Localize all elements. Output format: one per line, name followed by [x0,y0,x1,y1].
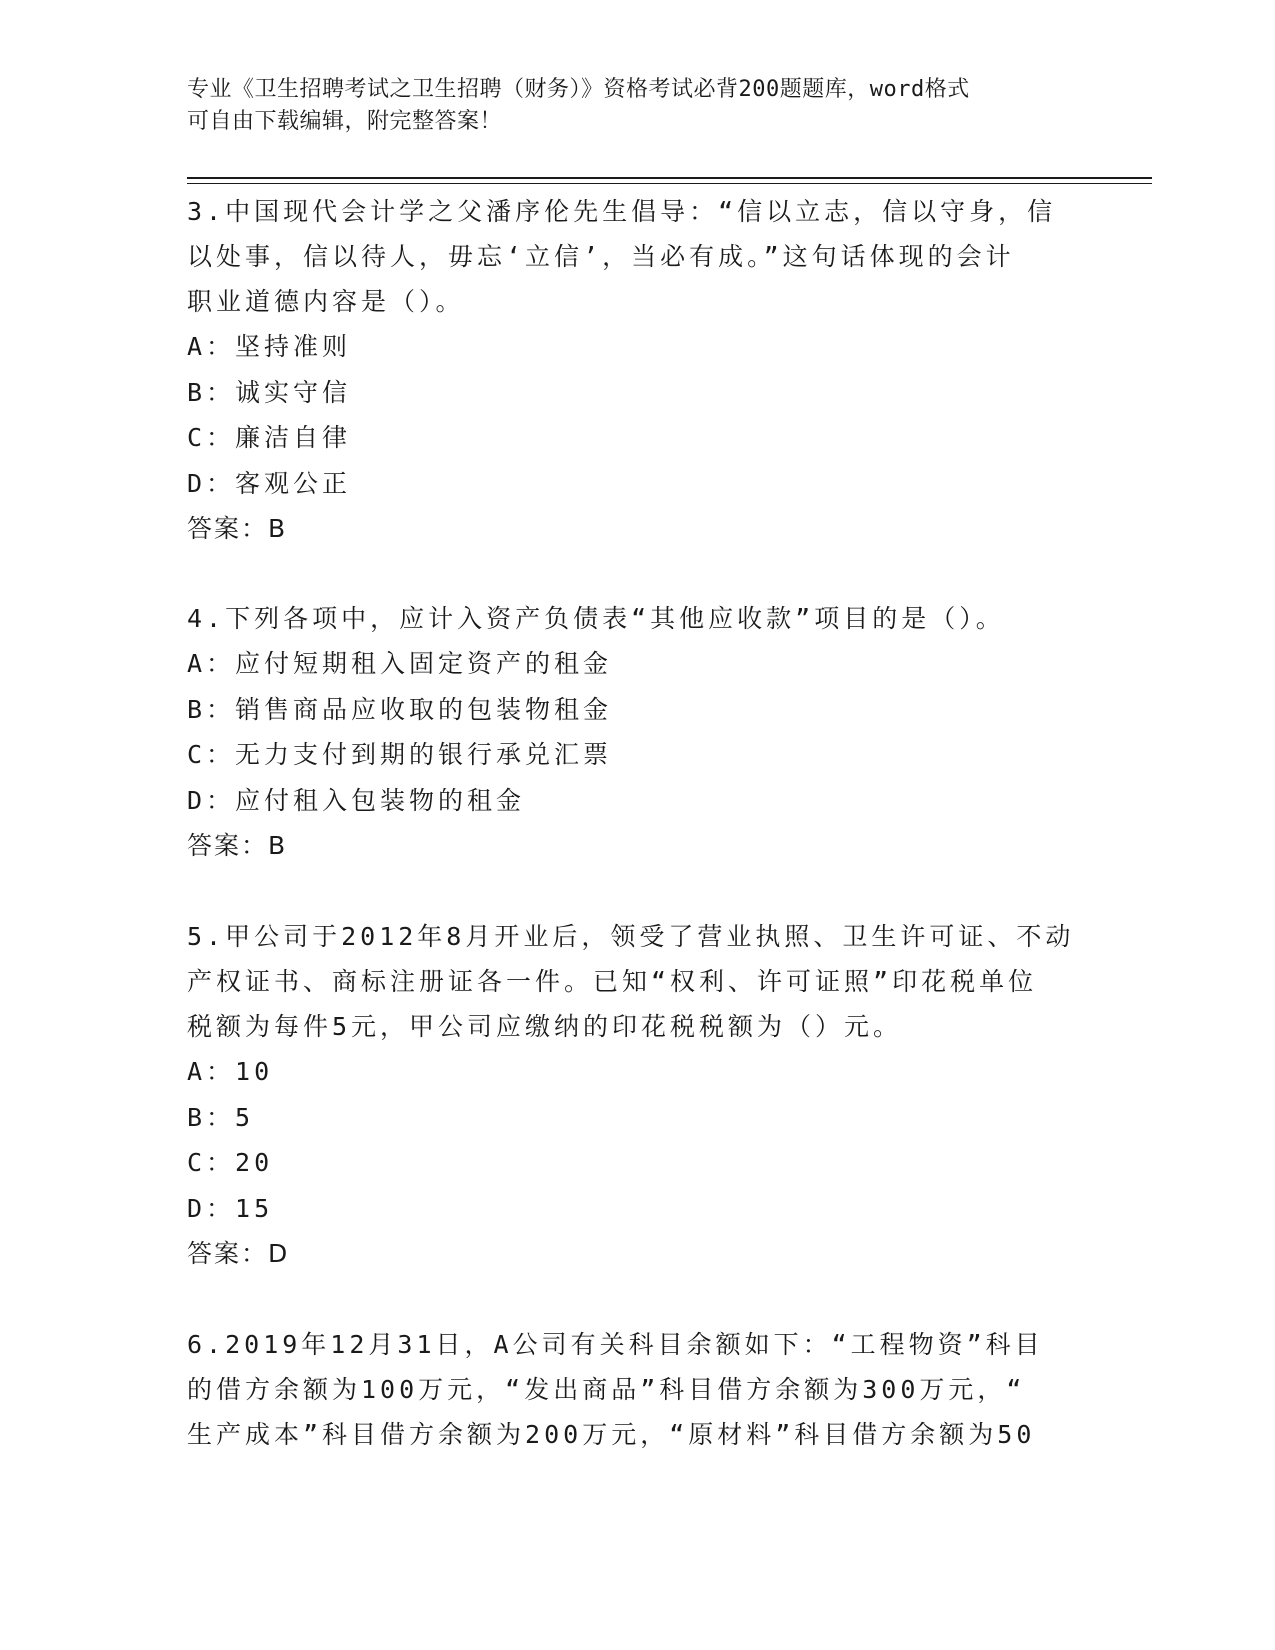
option-d: D：应付租入包装物的租金 [187,785,526,815]
question-stem-line: 产权证书、商标注册证各一件。已知“权利、许可证照”印花税单位 [187,967,1038,996]
option-c: C：20 [187,1148,274,1177]
question-stem-line: 的借方余额为100万元，“发出商品”科目借方余额为300万元，“ [187,1375,1026,1404]
question-3 [187,189,1087,551]
option-d: D：客观公正 [187,468,352,498]
answer-label: 答案：B [187,514,288,543]
header-divider-thin [187,183,1152,184]
question-5 [187,914,1087,1276]
option-a: A：10 [187,1057,274,1086]
option-c: C：无力支付到期的银行承兑汇票 [187,740,613,769]
header-title-line-1: 专业《卫生招聘考试之卫生招聘（财务）》资格考试必背200题题库，word格式 [187,77,970,102]
question-stem-line: 以处事，信以待人，毋忘‘立信’，当必有成。”这句话体现的会计 [187,242,1015,271]
document-header [187,74,1067,138]
header-title-line-2: 可自由下载编辑，附完整答案！ [187,109,503,134]
question-stem-line: 5.甲公司于2012年8月开业后，领受了营业执照、卫生许可证、不动 [187,922,1075,951]
answer-label: 答案：B [187,831,288,860]
option-a: A：坚持准则 [187,332,352,361]
option-d: D：15 [187,1193,274,1223]
header-divider-thick [187,177,1152,179]
answer-label: 答案：D [187,1239,290,1268]
option-c: C：廉洁自律 [187,423,352,452]
option-a: A：应付短期租入固定资产的租金 [187,649,613,678]
question-6 [187,1322,1087,1457]
question-stem-line: 职业道德内容是（）。 [187,287,465,316]
question-stem-line: 税额为每件5元，甲公司应缴纳的印花税税额为（）元。 [187,1012,903,1041]
option-b: B：诚实守信 [187,377,352,407]
question-stem-line: 生产成本”科目借方余额为200万元，“原材料”科目借方余额为50 [187,1420,1036,1449]
option-b: B：5 [187,1102,255,1132]
option-b: B：销售商品应收取的包装物租金 [187,694,613,724]
question-stem-line: 3.中国现代会计学之父潘序伦先生倡导：“信以立志，信以守身，信 [187,197,1057,226]
question-stem-line: 6.2019年12月31日，A公司有关科目余额如下：“工程物资”科目 [187,1330,1044,1359]
question-stem-line: 4.下列各项中，应计入资产负债表“其他应收款”项目的是（）。 [187,604,1005,633]
question-4 [187,596,1087,868]
